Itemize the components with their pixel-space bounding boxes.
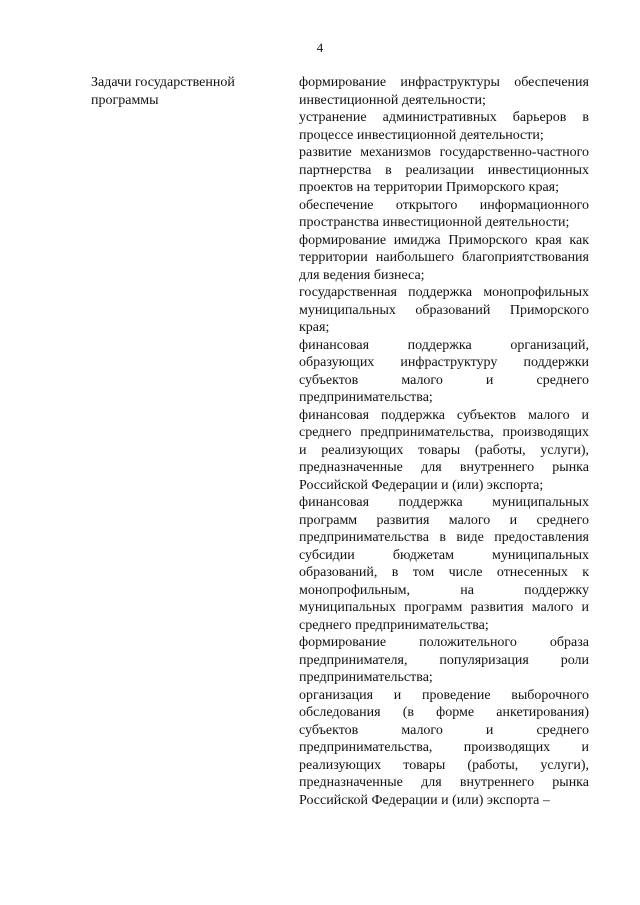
task-item: государственная поддержка монопрофильных муниципальных образований Приморского края; xyxy=(299,285,589,335)
task-item: финансовая поддержка субъектов малого и среднего предпринимательства, производящих и реализующих товары (работы, услуги), предназначенные для внутреннего рынка Российской Федерации и (или) экспорта; xyxy=(299,407,589,493)
task-item: финансовая поддержка муниципальных программ развития малого и среднего предпринимательства в виде предоставления субсидии бюджетам муниципальных образований, в том числе отнесенных к монопрофильным, на поддержку муниципальных программ развития малого и среднего предпринимательства; xyxy=(299,495,589,633)
task-item: финансовая поддержка организаций, образующих инфраструктуру поддержки субъектов малого и среднего предпринимательства; xyxy=(299,337,589,405)
task-item: формирование положительного образа предпринимателя, популяризация роли предпринимательства; xyxy=(299,635,589,685)
task-item: обеспечение открытого информационного пространства инвестиционной деятельности; xyxy=(299,197,589,230)
task-item: развитие механизмов государственно-частного партнерства в реализации инвестиционных проектов на территории Приморского края; xyxy=(299,145,589,195)
task-item: организация и проведение выборочного обследования (в форме анкетирования) субъектов малого и среднего предпринимательства, производящих и реализующих товары (работы, услуги), предназначенные для внутреннего рынка Российской Федерации и (или) экспорта – xyxy=(299,687,589,808)
task-item: устранение административных барьеров в процессе инвестиционной деятельности; xyxy=(299,110,589,143)
task-item: формирование имиджа Приморского края как территории наибольшего благоприятствования для ведения бизнеса; xyxy=(299,232,589,283)
page-number: 4 xyxy=(316,40,324,55)
section-label: Задачи государственной программы xyxy=(91,75,235,108)
tasks-list xyxy=(299,74,589,809)
section-label-column xyxy=(91,74,261,109)
task-item: формирование инфраструктуры обеспечения инвестиционной деятельности; xyxy=(299,75,589,108)
